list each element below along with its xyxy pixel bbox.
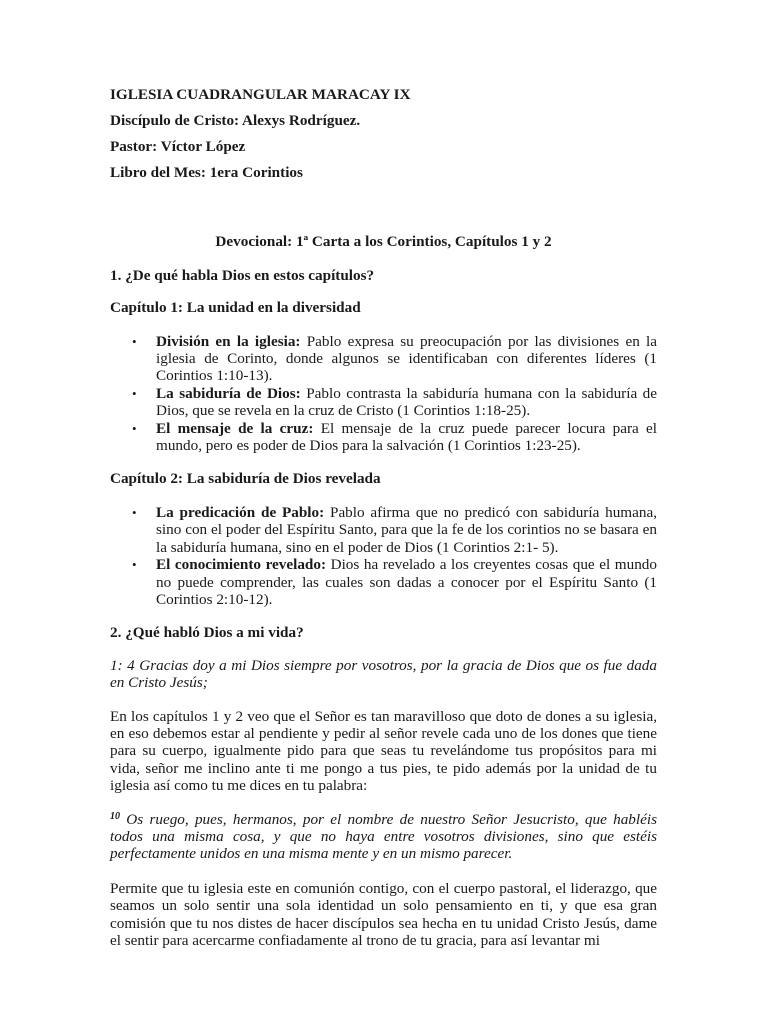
bullet: • [132, 557, 137, 573]
devotional-title: Devocional: 1ª Carta a los Corintios, Capítulos 1 y 2 [215, 233, 552, 251]
list-item [132, 556, 657, 608]
paragraph-1: En los capítulos 1 y 2 veo que el Señor es tan maravilloso que doto de dones a su iglesia, en eso debemos estar al pendiente y pedir al señor revele cada uno de los dones que tiene para su cuerpo, igualmente pido para que seas tu revelándome tus propósitos para mi vida, señor me inclino ante ti me pongo a tus pies, te pido además por la unidad de tu iglesia así como tu me dices en tu palabra: [110, 707, 657, 795]
church-name: IGLESIA CUADRANGULAR MARACAY IX [110, 86, 411, 103]
item-term: La predicación de Pablo: [156, 503, 325, 521]
bullet: • [132, 333, 137, 349]
verse-1-10 [110, 811, 657, 863]
verse-number: 10 [110, 810, 120, 822]
item-text: El mensaje de la cruz puede parecer locura para el mundo, pero es poder de Dios para la salvación (1 Corintios 1:23-25). [156, 419, 658, 455]
bullet: • [132, 504, 137, 520]
item-text: Pablo afirma que no predicó con sabiduría humana, sino con el poder del Espíritu Santo, para que la fe de los corintios no se basara en la sabiduría humana, sino en el poder de Dios (1 Corintios 2:1- 5). [156, 503, 657, 556]
disciple-line: Discípulo de Cristo: Alexys Rodríguez. [110, 112, 361, 129]
book-line: Libro del Mes: 1era Corintios [110, 164, 303, 181]
verse-1-4: 1: 4 Gracias doy a mi Dios siempre por vosotros, por la gracia de Dios que os fue dada en Cristo Jesús; [110, 656, 657, 692]
chapter-1-list [110, 333, 657, 455]
item-text: Dios ha revelado a los creyentes cosas que el mundo no puede comprender, las cuales son dadas a conocer por el Espíritu Santo (1 Corintios 2:10-12). [156, 556, 657, 608]
item-text: Pablo expresa su preocupación por las divisiones en la iglesia de Corinto, donde algunos se identificaban con diferentes líderes (1 Corintios 1:10-13). [156, 332, 657, 385]
bullet: • [132, 385, 137, 401]
chapter-2-list [110, 504, 657, 608]
chapter-2-heading: Capítulo 2: La sabiduría de Dios revelada [110, 470, 381, 488]
list-item [132, 503, 657, 556]
list-item [132, 384, 658, 420]
question-1: 1. ¿De qué habla Dios en estos capítulos? [110, 266, 375, 284]
verse-text: Os ruego, pues, hermanos, por el nombre de nuestro Señor Jesucristo, que habléis todos una misma cosa, y que no haya entre vosotros divisiones, sino que estéis perfectamente unidos en una misma mente y en un mismo parecer. [110, 810, 657, 863]
item-term: El conocimiento revelado: [156, 556, 327, 574]
bullet: • [132, 420, 137, 436]
paragraph-2: Permite que tu iglesia este en comunión contigo, con el cuerpo pastoral, el liderazgo, que seamos un solo sentir una sola identidad un solo pensamiento en ti, y que esa gran comisión que tu nos distes de hacer discípulos sea hecha en tu unidad Cristo Jesús, dame el sentir para acercarme confiadamente al trono de tu gracia, para así levantar mi [110, 879, 657, 949]
list-item [132, 332, 657, 385]
list-item [132, 419, 658, 455]
question-2: 2. ¿Qué habló Dios a mi vida? [110, 624, 304, 642]
item-term: La sabiduría de Dios: [156, 384, 301, 402]
pastor-line: Pastor: Víctor López [110, 138, 246, 155]
item-text: Pablo contrasta la sabiduría humana con la sabiduría de Dios, que se revela en la cruz de Cristo (1 Corintios 1:18-25). [156, 384, 658, 420]
item-term: El mensaje de la cruz: [156, 419, 314, 437]
document-body [110, 86, 657, 949]
chapter-1-heading: Capítulo 1: La unidad en la diversidad [110, 299, 361, 317]
item-term: División en la iglesia: [156, 332, 301, 350]
